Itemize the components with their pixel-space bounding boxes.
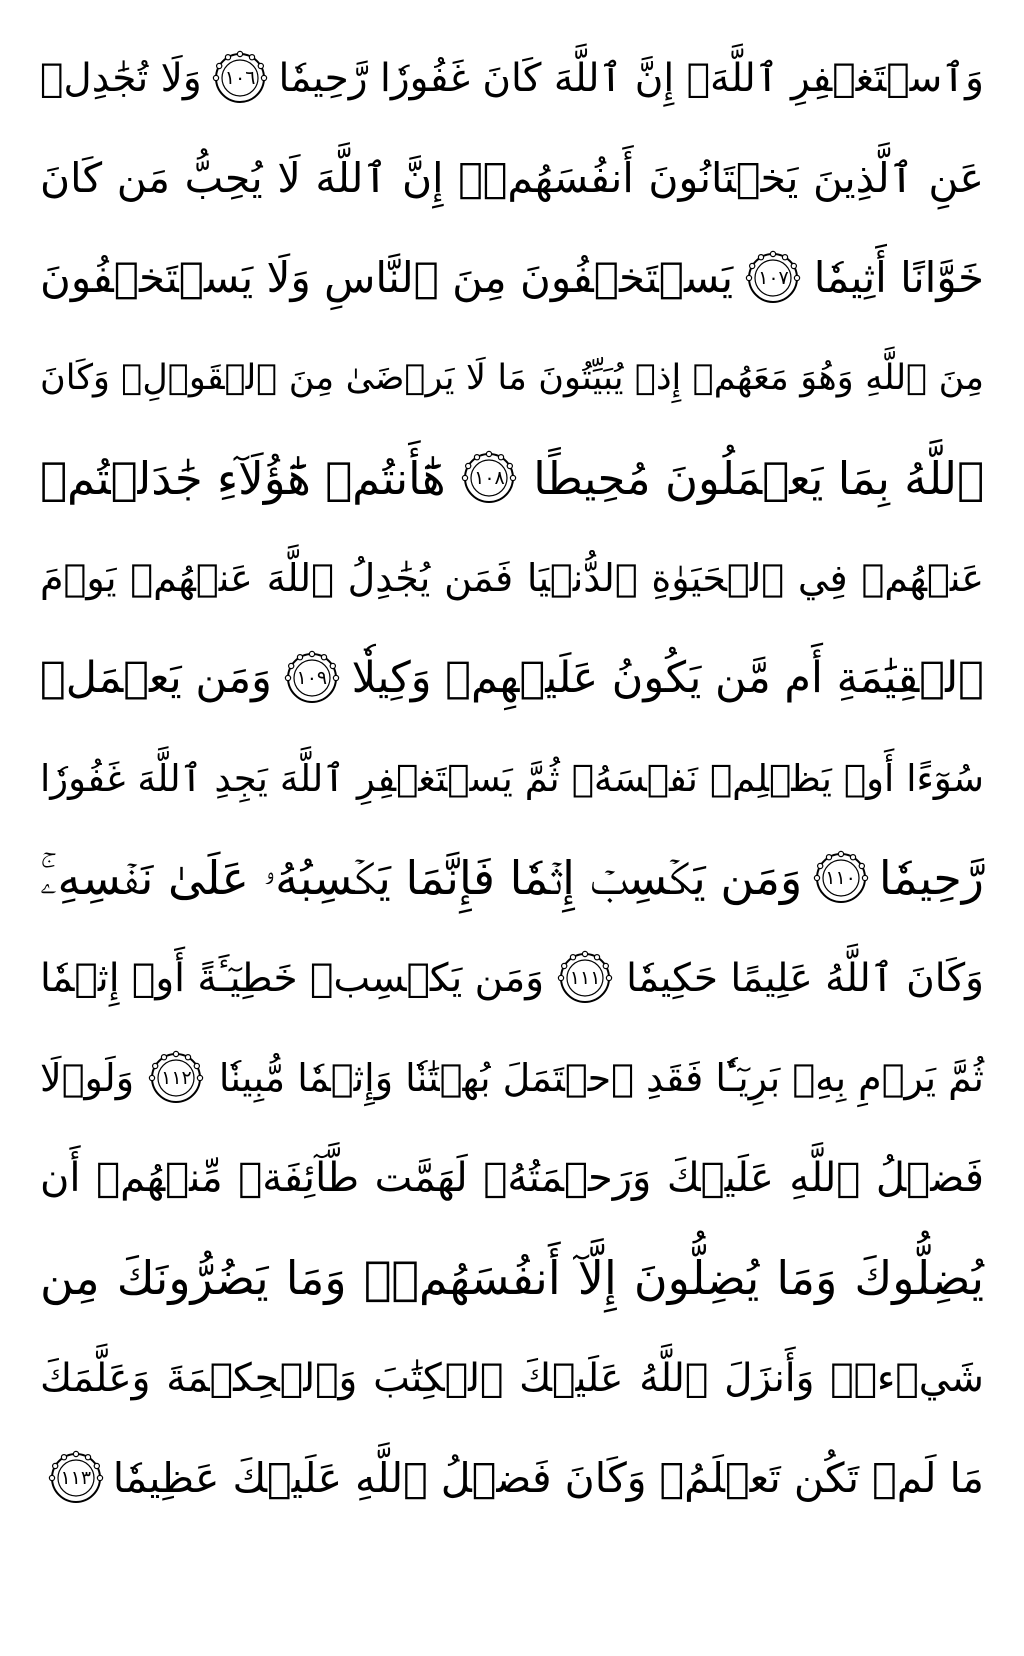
ayah-end-marker (281, 650, 343, 706)
verse-text: رَّحِيمٗا (878, 851, 984, 905)
mushaf-page (40, 28, 984, 1628)
verse-text: يَسۡتَخۡفُونَ مِنَ ٱلنَّاسِ وَلَا يَسۡتَخۡفُونَ (40, 253, 734, 302)
ayah-end-marker (209, 50, 271, 106)
verse-text: يُضِلُّوكَ وَمَا يُضِلُّونَ إِلَّآ أَنفُسَهُمۡۖ وَمَا يَضُرُّونَكَ مِن (40, 1251, 984, 1305)
text-line (40, 628, 984, 728)
text-line (40, 28, 984, 128)
verse-text: ٱللَّهُ بِمَا يَعۡمَلُونَ مُحِيطًا (533, 451, 984, 505)
verse-text: سُوٓءًا أَوۡ يَظۡلِمۡ نَفۡسَهُۥ ثُمَّ يَسۡتَغۡفِرِ ٱللَّهَ يَجِدِ ٱللَّهَ غَفُورٗا (40, 756, 984, 800)
text-line (40, 1028, 984, 1128)
verse-text: وَلَا تُجَٰدِلۡ (40, 55, 202, 101)
ayah-number: ١١٢ (161, 1066, 192, 1089)
verse-text: وَمَن يَكۡسِبۡ إِثۡمٗا فَإِنَّمَا يَكۡسِبُهُۥ عَلَىٰ نَفۡسِهِۦۚ (40, 851, 803, 905)
text-line (40, 728, 984, 828)
verse-text: مَا لَمۡ تَكُن تَعۡلَمُۚ وَكَانَ فَضۡلُ ٱللَّهِ عَلَيۡكَ عَظِيمٗا (112, 1453, 984, 1502)
ayah-end-marker (145, 1050, 207, 1106)
ayah-end-marker (554, 950, 616, 1006)
ayah-number: ١٠٩ (296, 666, 328, 689)
ayah-number: ١١١ (569, 966, 601, 989)
text-line (40, 928, 984, 1028)
verse-text: هَٰٓأَنتُمۡ هَٰٓؤُلَآءِ جَٰدَلۡتُمۡ (40, 451, 446, 505)
verse-text: وَٱسۡتَغۡفِرِ ٱللَّهَۖ إِنَّ ٱللَّهَ كَانَ غَفُورٗا رَّحِيمٗا (278, 55, 984, 101)
ayah-number: ١٠٦ (224, 66, 256, 89)
text-line (40, 1428, 984, 1528)
verse-text: وَكَانَ ٱللَّهُ عَلِيمًا حَكِيمٗا (626, 955, 984, 1001)
verse-text: عَنِ ٱلَّذِينَ يَخۡتَانُونَ أَنفُسَهُمۡۚ إِنَّ ٱللَّهَ لَا يُحِبُّ مَن كَانَ (40, 153, 984, 202)
verse-text: وَلَوۡلَا (40, 1056, 135, 1100)
ayah-number: ١١٠ (825, 866, 856, 889)
verse-text: ثُمَّ يَرۡمِ بِهِۦ بَرِيٓـٔٗا فَقَدِ ٱحۡتَمَلَ بُهۡتَٰنٗا وَإِثۡمٗا مُّبِينٗا (218, 1056, 984, 1100)
text-line (40, 1128, 984, 1228)
verse-text: خَوَّانًا أَثِيمٗا (813, 253, 984, 302)
text-line (40, 1228, 984, 1328)
ayah-number: ١٠٧ (758, 266, 789, 289)
verse-text: ٱلۡقِيَٰمَةِ أَم مَّن يَكُونُ عَلَيۡهِمۡ وَكِيلٗا (351, 652, 984, 703)
text-line (40, 828, 984, 928)
ayah-end-marker (742, 250, 804, 306)
verse-text: شَيۡءٖۚ وَأَنزَلَ ٱللَّهُ عَلَيۡكَ ٱلۡكِتَٰبَ وَٱلۡحِكۡمَةَ وَعَلَّمَكَ (40, 1355, 984, 1401)
text-line (40, 128, 984, 228)
verse-text: وَمَن يَكۡسِبۡ خَطِيٓـَٔةً أَوۡ إِثۡمٗا (40, 955, 545, 1001)
ayah-number: ١٠٨ (474, 466, 505, 489)
ayah-end-marker (810, 850, 872, 906)
text-line (40, 228, 984, 328)
verse-text: عَنۡهُمۡ فِي ٱلۡحَيَوٰةِ ٱلدُّنۡيَا فَمَن يُجَٰدِلُ ٱللَّهَ عَنۡهُمۡ يَوۡمَ (40, 556, 984, 600)
text-line (40, 328, 984, 428)
ayah-number: ١١٣ (60, 1466, 92, 1489)
text-line (40, 1328, 984, 1428)
ayah-end-marker (45, 1450, 107, 1506)
text-line (40, 428, 984, 528)
verse-text: وَمَن يَعۡمَلۡ (40, 652, 272, 703)
text-line (40, 528, 984, 628)
verse-text: فَضۡلُ ٱللَّهِ عَلَيۡكَ وَرَحۡمَتُهُۥ لَهَمَّت طَّآئِفَةٞ مِّنۡهُمۡ أَن (40, 1155, 984, 1201)
ayah-end-marker (458, 450, 520, 506)
verse-text: مِنَ ٱللَّهِ وَهُوَ مَعَهُمۡ إِذۡ يُبَيِّتُونَ مَا لَا يَرۡضَىٰ مِنَ ٱلۡقَوۡلِۚ وَكَانَ (40, 357, 984, 398)
